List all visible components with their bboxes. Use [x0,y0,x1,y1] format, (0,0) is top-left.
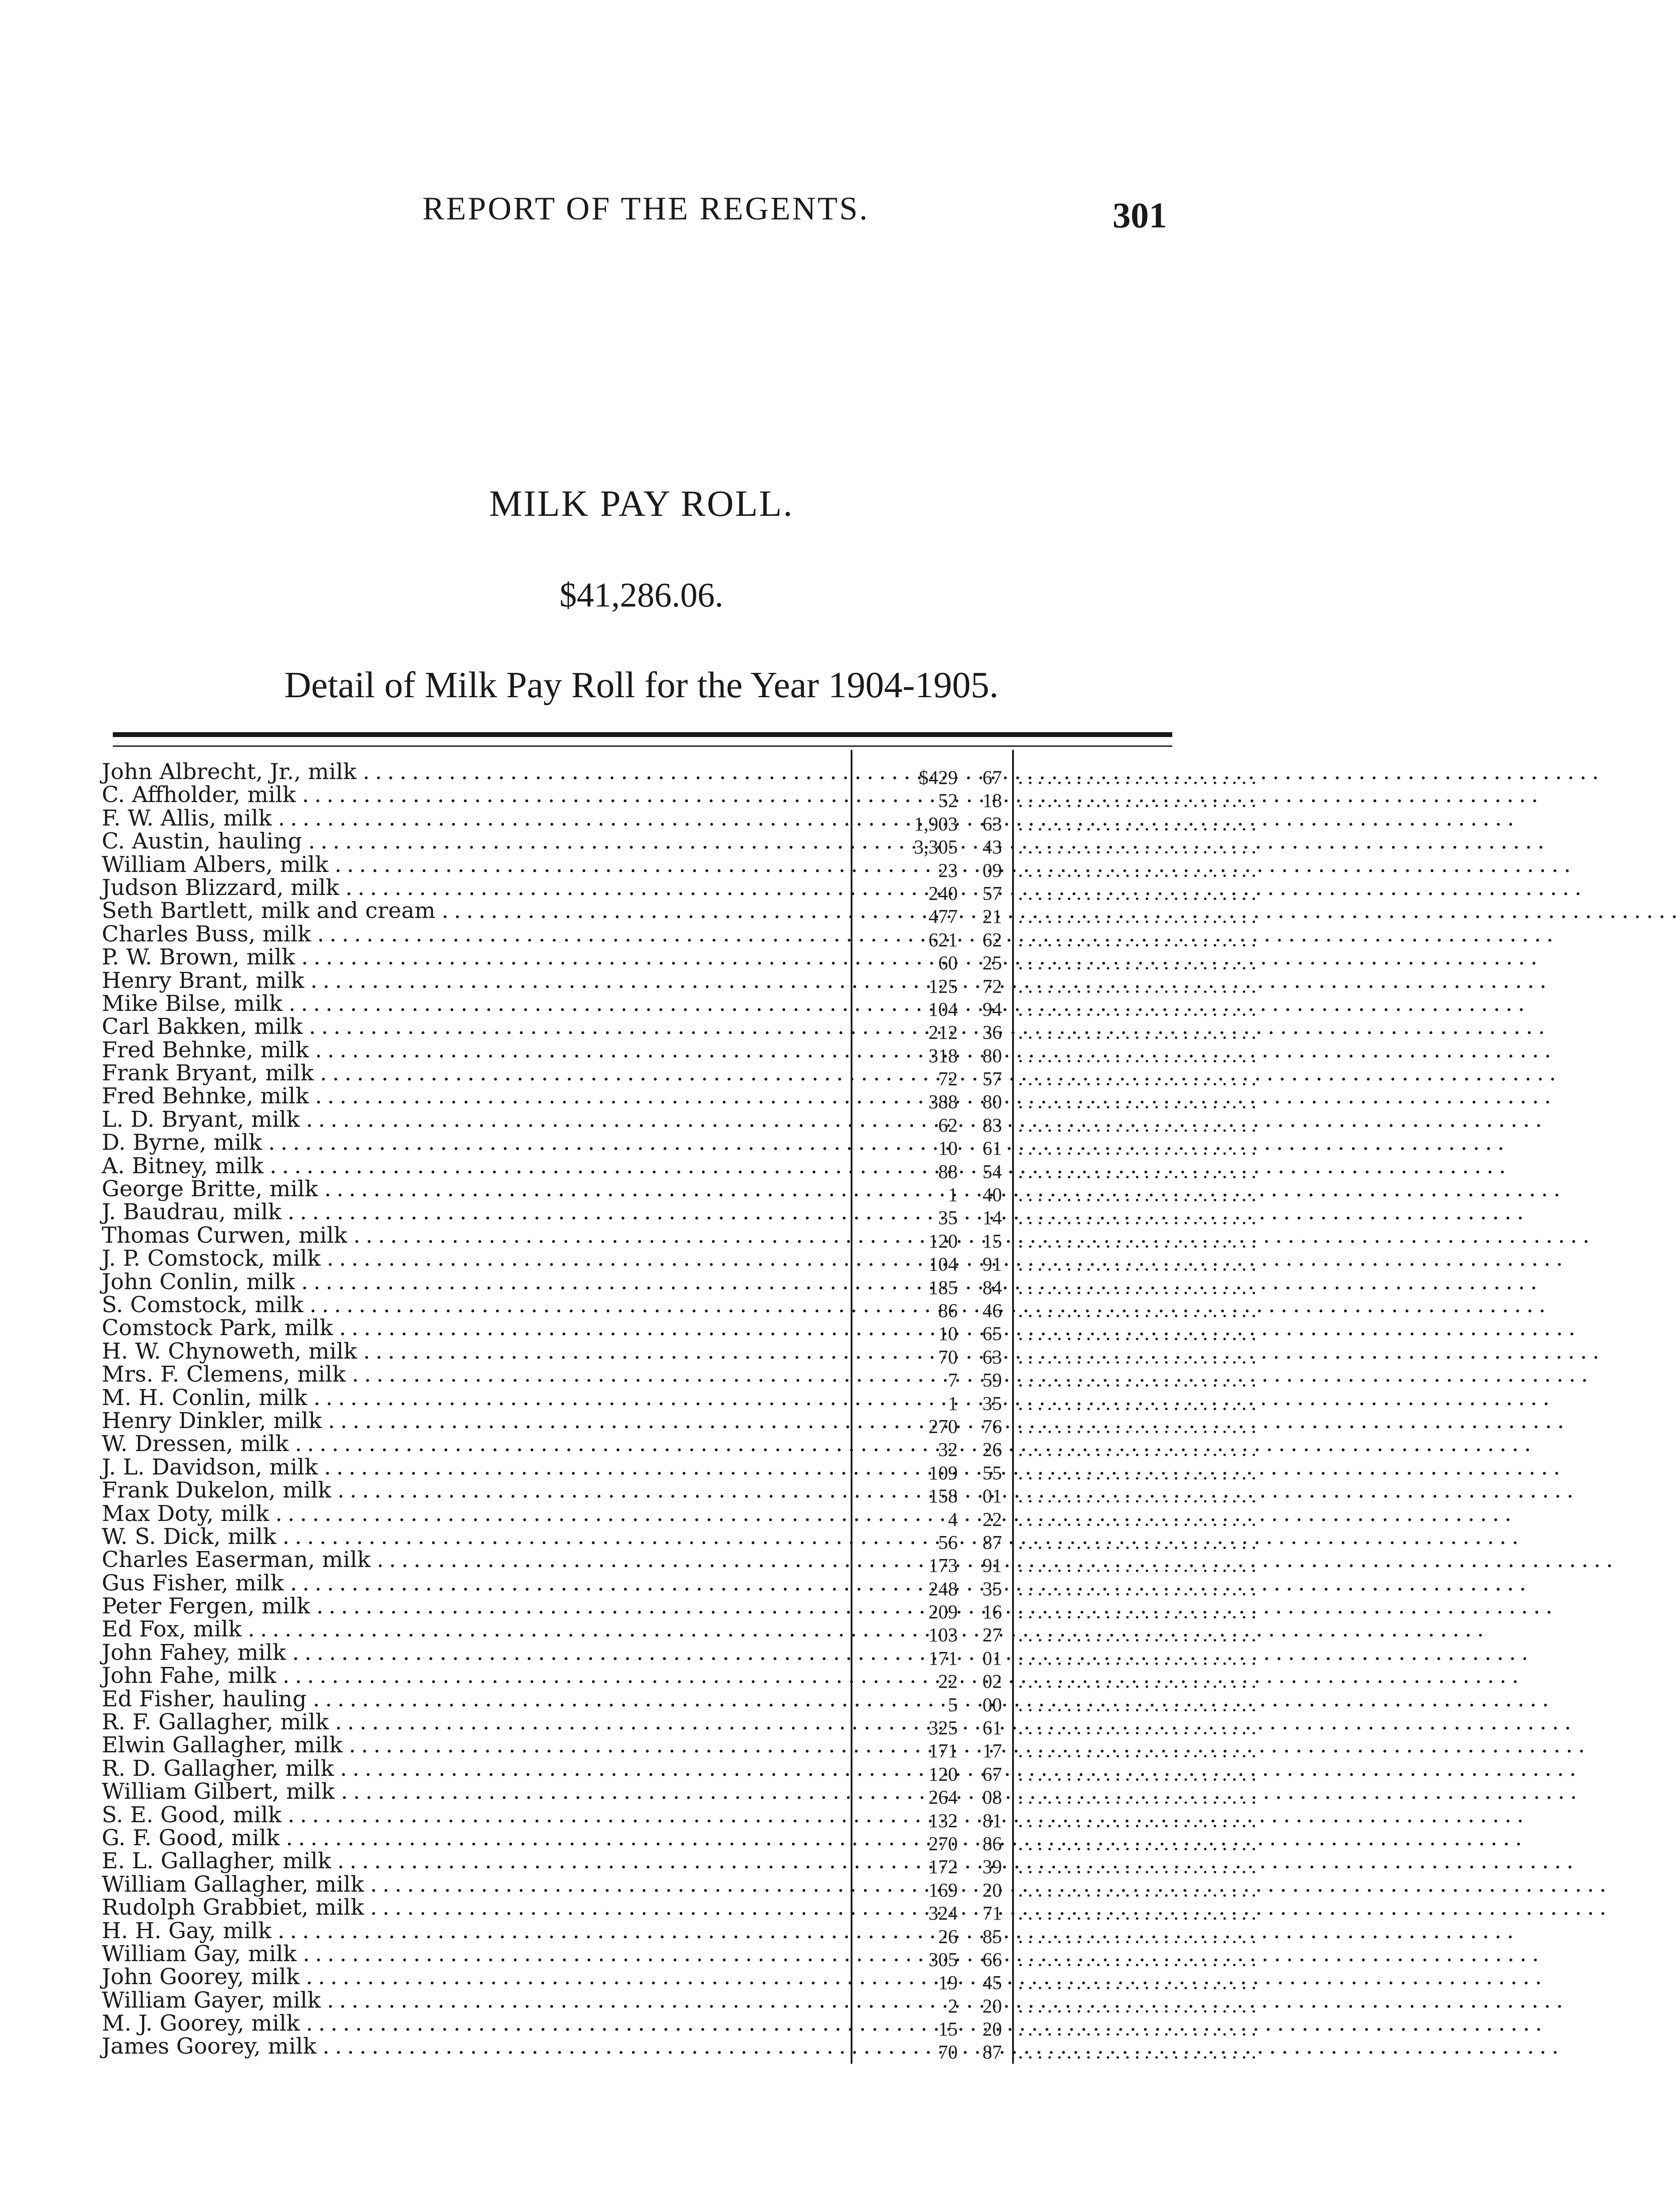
table-row [93,1940,1256,1971]
amount-cents: 01 [982,1647,1002,1669]
table-row [93,2033,1256,2064]
amount-cents: 17 [982,1740,1002,1762]
amount-cents: 43 [982,836,1002,858]
payee-name: Seth Bartlett, milk and cream . . . [102,899,840,922]
amount-cents: 01 [982,1485,1002,1507]
payee-name: Thomas Curwen, milk . . . [102,1224,840,1247]
table-row [93,967,1256,998]
payee-name: John Fahe, milk . . . [102,1664,840,1687]
amount-dollars: 70 [938,1346,958,1368]
payee-name: Henry Dinkler, milk . . . [102,1409,840,1432]
dot-leader: . . . . . . . . . . . . . . . . . . . . . . . . . [1017,1438,1256,1461]
dot-leader: . . . . . . . . . . . . . . . . . . . . . . . . . [1017,1229,1256,1252]
table-row [93,1199,1256,1229]
amount-cents: 20 [982,2018,1002,2040]
payee-name: M. J. Goorey, milk . . . [102,2012,840,2035]
amount-cents: 71 [982,1902,1002,1924]
amount-cents: 20 [982,1995,1002,2017]
amount-dollars: 125 [929,975,958,997]
dot-leader: . . . . . . . . . . . . . . . . . . . . . . . . . [1017,882,1256,905]
payee-name: Charles Buss, milk . . . [102,922,840,945]
amount-dollars: 70 [938,2041,958,2063]
table-row [93,1152,1256,1183]
payee-name: Mike Bilse, milk . . . [102,992,840,1015]
dot-leader: . . . . . . . . . . . . . . . . . . . . . . . . . [1017,1299,1256,1322]
table-row [93,1686,1256,1716]
amount-dollars: 103 [929,1624,958,1646]
payee-name: Judson Blizzard, milk . . . [102,876,840,899]
table-row [93,1291,1256,1322]
dot-leader: . . . . . . . . . . . . . . . . . . . . . . . . . [1017,1717,1256,1740]
amount-cents: 02 [982,1671,1002,1693]
payee-name: Charles Easerman, milk . . . [102,1548,840,1571]
payee-name: P. W. Brown, milk . . . [102,945,840,968]
dot-leader: . . . . . . . . . . . . . . . . . . . . . . . . . [1017,1044,1256,1067]
dot-leader: . . . . . . . . . . . . . . . . . . . . . . . . . [1017,2018,1256,2041]
payee-name: F. W. Allis, milk . . . [102,806,840,830]
dot-leader: . . . . . . . . . . . . . . . . . . . . . . . . . [1017,1832,1256,1855]
amount-cents: 22 [982,1508,1002,1530]
running-head: REPORT OF THE REGENTS. [422,191,870,227]
amount-dollars: 1 [948,1184,958,1206]
amount-dollars: 15 [938,2018,958,2040]
dot-leader: . . . . . . . . . . . . . . . . . . . . . . . . . [1017,1647,1256,1670]
payee-name: William Albers, milk . . . [102,853,840,876]
amount-dollars: 324 [929,1902,958,1924]
amount-cents: 55 [982,1462,1002,1484]
dot-leader: . . . . . . . . . . . . . . . . . . . . . . . . . [1017,1461,1256,1484]
table-row [93,898,1256,928]
dot-leader: . . . . . . . . . . . . . . . . . . . . . . . . . [1017,1183,1256,1206]
payee-name: William Gallagher, milk . . . [102,1873,840,1896]
amount-dollars: 56 [938,1531,958,1553]
amount-dollars: 72 [938,1068,958,1090]
amount-dollars: 264 [929,1786,958,1809]
dot-leader: . . . . . . . . . . . . . . . . . . . . . . . . . [1017,1322,1256,1345]
amount-dollars: 621 [929,929,958,951]
dot-leader: . . . . . . . . . . . . . . . . . . . . . . . . . [1017,1624,1256,1647]
payee-name: J. Baudrau, milk . . . [102,1200,840,1223]
payee-name: Mrs. F. Clemens, milk . . . [102,1363,840,1386]
dot-leader: . . . . . . . . . . . . . . . . . . . . . . . . . [1017,928,1256,951]
amount-dollars: 212 [929,1022,958,1044]
amount-cents: 18 [982,790,1002,812]
page-subtitle: Detail of Milk Pay Roll for the Year 1904-1905. [284,664,999,706]
dot-leader: . . . . . . . . . . . . . . . . . . . . . . . . . [1017,1971,1256,1994]
table-row [93,1014,1256,1044]
payee-name: William Gay, milk . . . [102,1942,840,1965]
payee-name: M. H. Conlin, milk . . . [102,1386,840,1409]
amount-dollars: 1 [948,1392,958,1414]
payee-name: D. Byrne, milk . . . [102,1131,840,1154]
dot-leader: . . . . . . . . . . . . . . . . . . . . . . . . . [1017,766,1256,789]
amount-cents: 57 [982,882,1002,904]
dot-leader: . . . . . . . . . . . . . . . . . . . . . . . . . [1017,1786,1256,1809]
dot-leader: . . . . . . . . . . . . . . . . . . . . . . . . . [1017,1763,1256,1786]
table-row [93,759,1256,789]
table-row [93,1987,1256,2017]
payee-name: John Goorey, milk . . . [102,1965,840,1988]
dot-leader: . . . . . . . . . . . . . . . . . . . . . . . . . [1017,1554,1256,1577]
payee-name: Rudolph Grabbiet, milk . . . [102,1896,840,1919]
dot-leader: . . . . . . . . . . . . . . . . . . . . . . . . . [1017,1091,1256,1114]
dot-leader: . . . . . . . . . . . . . . . . . . . . . . . . . [1017,1114,1256,1137]
amount-dollars: 23 [938,859,958,881]
amount-dollars: 185 [929,1276,958,1298]
payee-name: Peter Fergen, milk . . . [102,1594,840,1617]
table-row [93,1477,1256,1508]
dot-leader: . . . . . . . . . . . . . . . . . . . . . . . . . [1017,1925,1256,1948]
amount-cents: 80 [982,1045,1002,1067]
payee-name: Comstock Park, milk . . . [102,1316,840,1339]
amount-cents: 94 [982,998,1002,1020]
table-row [93,1755,1256,1786]
amount-cents: 80 [982,1091,1002,1113]
amount-cents: 85 [982,1925,1002,1947]
amount-cents: 65 [982,1323,1002,1345]
amount-dollars: 172 [929,1856,958,1878]
table-row [93,828,1256,859]
amount-cents: 72 [982,975,1002,997]
amount-cents: 61 [982,1717,1002,1739]
payee-name: William Gayer, milk . . . [102,1989,840,2012]
amount-cents: 83 [982,1114,1002,1136]
payee-name: Gus Fisher, milk . . . [102,1571,840,1594]
table-row [93,1616,1256,1647]
table-row [93,782,1256,812]
dot-leader: . . . . . . . . . . . . . . . . . . . . . . . . . [1017,812,1256,835]
payee-name: Carl Bakken, milk . . . [102,1015,840,1038]
payee-name: Ed Fisher, hauling . . . [102,1687,840,1710]
amount-cents: 62 [982,929,1002,951]
table-row [93,1338,1256,1368]
dot-leader: . . . . . . . . . . . . . . . . . . . . . . . . . [1017,1855,1256,1878]
dot-leader: . . . . . . . . . . . . . . . . . . . . . . . . . [1017,1670,1256,1693]
dot-leader: . . . . . . . . . . . . . . . . . . . . . . . . . [1017,1276,1256,1299]
dot-leader: . . . . . . . . . . . . . . . . . . . . . . . . . [1017,789,1256,812]
payee-name: Elwin Gallagher, milk . . . [102,1733,840,1756]
table-row [93,2010,1256,2041]
amount-dollars: 32 [938,1439,958,1461]
payee-name: Fred Behnke, milk . . . [102,1084,840,1107]
amount-dollars: 26 [938,1925,958,1947]
amount-cents: 54 [982,1160,1002,1183]
amount-cents: 46 [982,1299,1002,1321]
amount-dollars: 171 [929,1647,958,1669]
dot-leader: . . . . . . . . . . . . . . . . . . . . . . . . . [1017,1508,1256,1531]
table-row [93,1547,1256,1577]
amount-dollars: 132 [929,1809,958,1832]
table-row [93,1824,1256,1855]
amount-cents: 86 [982,1832,1002,1855]
amount-cents: 61 [982,1137,1002,1160]
table-row [93,1871,1256,1901]
table-row [93,1384,1256,1415]
payee-name: John Fahey, milk . . . [102,1641,840,1664]
amount-cents: 35 [982,1392,1002,1414]
payee-name: E. L. Gallagher, milk . . . [102,1849,840,1872]
dot-leader: . . . . . . . . . . . . . . . . . . . . . . . . . [1017,952,1256,975]
table-row [93,1037,1256,1067]
amount-dollars: 104 [929,1253,958,1275]
amount-cents: 45 [982,1972,1002,1994]
dot-leader: . . . . . . . . . . . . . . . . . . . . . . . . . [1017,2041,1256,2064]
amount-dollars: 388 [929,1091,958,1113]
table-row [93,1222,1256,1252]
amount-dollars: 318 [929,1045,958,1067]
amount-dollars: 1,903 [914,813,958,835]
table-row [93,1848,1256,1878]
table-row [93,1917,1256,1948]
amount-cents: 59 [982,1369,1002,1391]
payee-name: J. P. Comstock, milk . . . [102,1247,840,1270]
table-row [93,1083,1256,1114]
dot-leader: . . . . . . . . . . . . . . . . . . . . . . . . . [1017,859,1256,882]
amount-dollars: 3,305 [914,836,958,858]
table-row [93,1431,1256,1461]
payee-name: George Britte, milk . . . [102,1177,840,1200]
table-row [93,874,1256,905]
table-row [93,1663,1256,1693]
dot-leader: . . . . . . . . . . . . . . . . . . . . . . . . . [1017,975,1256,998]
amount-dollars: 158 [929,1485,958,1507]
amount-dollars: 169 [929,1879,958,1901]
payee-name: S. E. Good, milk . . . [102,1803,840,1826]
total-amount: $41,286.06. [559,576,724,614]
amount-cents: 20 [982,1879,1002,1901]
amount-dollars: 10 [938,1323,958,1345]
table-row [93,851,1256,882]
amount-dollars: 86 [938,1299,958,1321]
amount-dollars: 305 [929,1948,958,1970]
table-row [93,1778,1256,1809]
pay-roll-table [93,759,1256,2064]
dot-leader: . . . . . . . . . . . . . . . . . . . . . . . . . [1017,1577,1256,1600]
amount-cents: 66 [982,1948,1002,1970]
payee-name: A. Bitney, milk . . . [102,1154,840,1177]
page-title: MILK PAY ROLL. [489,483,794,524]
dot-leader: . . . . . . . . . . . . . . . . . . . . . . . . . [1017,1531,1256,1554]
amount-dollars: 52 [938,790,958,812]
table-row [93,1964,1256,1994]
amount-cents: 76 [982,1415,1002,1437]
payee-name: Frank Bryant, milk . . . [102,1061,840,1084]
amount-cents: 84 [982,1276,1002,1298]
amount-cents: 35 [982,1578,1002,1600]
table-row [93,1176,1256,1206]
dot-leader: . . . . . . . . . . . . . . . . . . . . . . . . . [1017,998,1256,1021]
payee-name: C. Affholder, milk . . . [102,783,840,806]
table-row [93,1523,1256,1554]
payee-name: John Albrecht, Jr., milk . . . [102,760,840,783]
amount-dollars: 5 [948,1694,958,1716]
dot-leader: . . . . . . . . . . . . . . . . . . . . . . . . . [1017,1160,1256,1183]
amount-dollars: 7 [948,1369,958,1391]
table-row [93,1801,1256,1832]
table-row [93,921,1256,951]
payee-name: Henry Brant, milk . . . [102,969,840,992]
payee-name: James Goorey, milk . . . [102,2035,840,2058]
amount-dollars: 10 [938,1137,958,1160]
header-rule-thin [113,745,1172,747]
dot-leader: . . . . . . . . . . . . . . . . . . . . . . . . . [1017,1137,1256,1160]
table-row [93,1570,1256,1600]
dot-leader: . . . . . . . . . . . . . . . . . . . . . . . . . [1017,1878,1256,1901]
amount-cents: 87 [982,2041,1002,2063]
dot-leader: . . . . . . . . . . . . . . . . . . . . . . . . . [1017,1994,1256,2017]
amount-cents: 14 [982,1207,1002,1229]
payee-name: C. Austin, hauling . . . [102,830,840,853]
table-row [93,1454,1256,1484]
amount-dollars: 325 [929,1717,958,1739]
table-row [93,1129,1256,1160]
dot-leader: . . . . . . . . . . . . . . . . . . . . . . . . . [1017,1601,1256,1624]
amount-dollars: 477 [929,906,958,928]
header-rule-thick [113,732,1172,737]
amount-dollars: 60 [938,952,958,974]
dot-leader: . . . . . . . . . . . . . . . . . . . . . . . . . [1017,1740,1256,1763]
payee-name: H. H. Gay, milk . . . [102,1919,840,1942]
amount-cents: 87 [982,1531,1002,1553]
payee-name: Fred Behnke, milk . . . [102,1038,840,1061]
amount-dollars: 62 [938,1114,958,1136]
amount-dollars: $429 [919,767,958,788]
table-row [93,1732,1256,1763]
dot-leader: . . . . . . . . . . . . . . . . . . . . . . . . . [1017,1415,1256,1438]
table-row [93,805,1256,835]
dot-leader: . . . . . . . . . . . . . . . . . . . . . . . . . [1017,1345,1256,1368]
payee-name: S. Comstock, milk . . . [102,1293,840,1316]
payee-name: William Gilbert, milk . . . [102,1780,840,1803]
table-row [93,944,1256,975]
payee-name: G. F. Good, milk . . . [102,1826,840,1849]
amount-cents: 81 [982,1809,1002,1832]
dot-leader: . . . . . . . . . . . . . . . . . . . . . . . . . [1017,1206,1256,1229]
payee-name: W. S. Dick, milk . . . [102,1525,840,1548]
payee-name: Ed Fox, milk . . . [102,1617,840,1640]
dot-leader: . . . . . . . . . . . . . . . . . . . . . . . . . [1017,1693,1256,1716]
table-row [93,1315,1256,1345]
amount-cents: 63 [982,813,1002,835]
dot-leader: . . . . . . . . . . . . . . . . . . . . . . . . . [1017,1485,1256,1508]
payee-name: J. L. Davidson, milk . . . [102,1455,840,1479]
amount-dollars: 35 [938,1207,958,1229]
amount-cents: 67 [982,767,1002,788]
dot-leader: . . . . . . . . . . . . . . . . . . . . . . . . . [1017,1021,1256,1044]
amount-dollars: 88 [938,1160,958,1183]
amount-dollars: 4 [948,1508,958,1530]
amount-dollars: 22 [938,1671,958,1693]
table-row [93,1709,1256,1740]
table-row [93,1639,1256,1670]
table-row [93,990,1256,1021]
amount-dollars: 19 [938,1972,958,1994]
table-row [93,1894,1256,1925]
payee-name: L. D. Bryant, milk . . . [102,1108,840,1131]
amount-cents: 21 [982,906,1002,928]
amount-dollars: 270 [929,1415,958,1437]
payee-name: John Conlin, milk . . . [102,1270,840,1293]
amount-dollars: 209 [929,1601,958,1623]
amount-cents: 26 [982,1439,1002,1461]
table-row [93,1500,1256,1531]
dot-leader: . . . . . . . . . . . . . . . . . . . . . . . . . [1017,836,1256,859]
payee-name: R. F. Gallagher, milk . . . [102,1710,840,1733]
amount-cents: 63 [982,1346,1002,1368]
amount-dollars: 270 [929,1832,958,1855]
amount-cents: 40 [982,1184,1002,1206]
amount-cents: 91 [982,1253,1002,1275]
amount-dollars: 2 [948,1995,958,2017]
table-row [93,1361,1256,1392]
payee-name: R. D. Gallagher, milk . . . [102,1757,840,1780]
amount-dollars: 120 [929,1763,958,1785]
amount-dollars: 240 [929,882,958,904]
amount-cents: 67 [982,1763,1002,1785]
amount-dollars: 109 [929,1462,958,1484]
amount-cents: 57 [982,1068,1002,1090]
amount-dollars: 104 [929,998,958,1020]
dot-leader: . . . . . . . . . . . . . . . . . . . . . . . . . [1017,1948,1256,1971]
dot-leader: . . . . . . . . . . . . . . . . . . . . . . . . . [1017,1369,1256,1392]
dot-leader: . . . . . . . . . . . . . . . . . . . . . . . . . [1017,1068,1256,1091]
amount-cents: 16 [982,1601,1002,1623]
amount-dollars: 120 [929,1230,958,1252]
amount-cents: 39 [982,1856,1002,1878]
table-row [93,1060,1256,1091]
amount-cents: 27 [982,1624,1002,1646]
dot-leader: . . . . . . . . . . . . . . . . . . . . . . . . . [1017,905,1256,928]
dot-leader: . . . . . . . . . . . . . . . . . . . . . . . . . [1017,1809,1256,1832]
table-row [93,1593,1256,1624]
amount-cents: 91 [982,1555,1002,1577]
table-row [93,1268,1256,1299]
amount-cents: 25 [982,952,1002,974]
payee-name: H. W. Chynoweth, milk . . . [102,1340,840,1363]
dot-leader: . . . . . . . . . . . . . . . . . . . . . . . . . [1017,1392,1256,1415]
page-number: 301 [1113,195,1167,235]
table-row [93,1245,1256,1276]
amount-cents: 36 [982,1022,1002,1044]
amount-dollars: 248 [929,1578,958,1600]
payee-name: Max Doty, milk . . . [102,1502,840,1525]
amount-dollars: 173 [929,1555,958,1577]
table-row [93,1106,1256,1137]
payee-name: Frank Dukelon, milk . . . [102,1479,840,1502]
amount-cents: 00 [982,1694,1002,1716]
amount-cents: 08 [982,1786,1002,1809]
dot-leader: . . . . . . . . . . . . . . . . . . . . . . . . . [1017,1902,1256,1925]
amount-dollars: 171 [929,1740,958,1762]
dot-leader: . . . . . . . . . . . . . . . . . . . . . . . . . [1017,1253,1256,1276]
payee-name: W. Dressen, milk . . . [102,1432,840,1455]
amount-cents: 09 [982,859,1002,881]
table-row [93,1407,1256,1438]
amount-cents: 15 [982,1230,1002,1252]
